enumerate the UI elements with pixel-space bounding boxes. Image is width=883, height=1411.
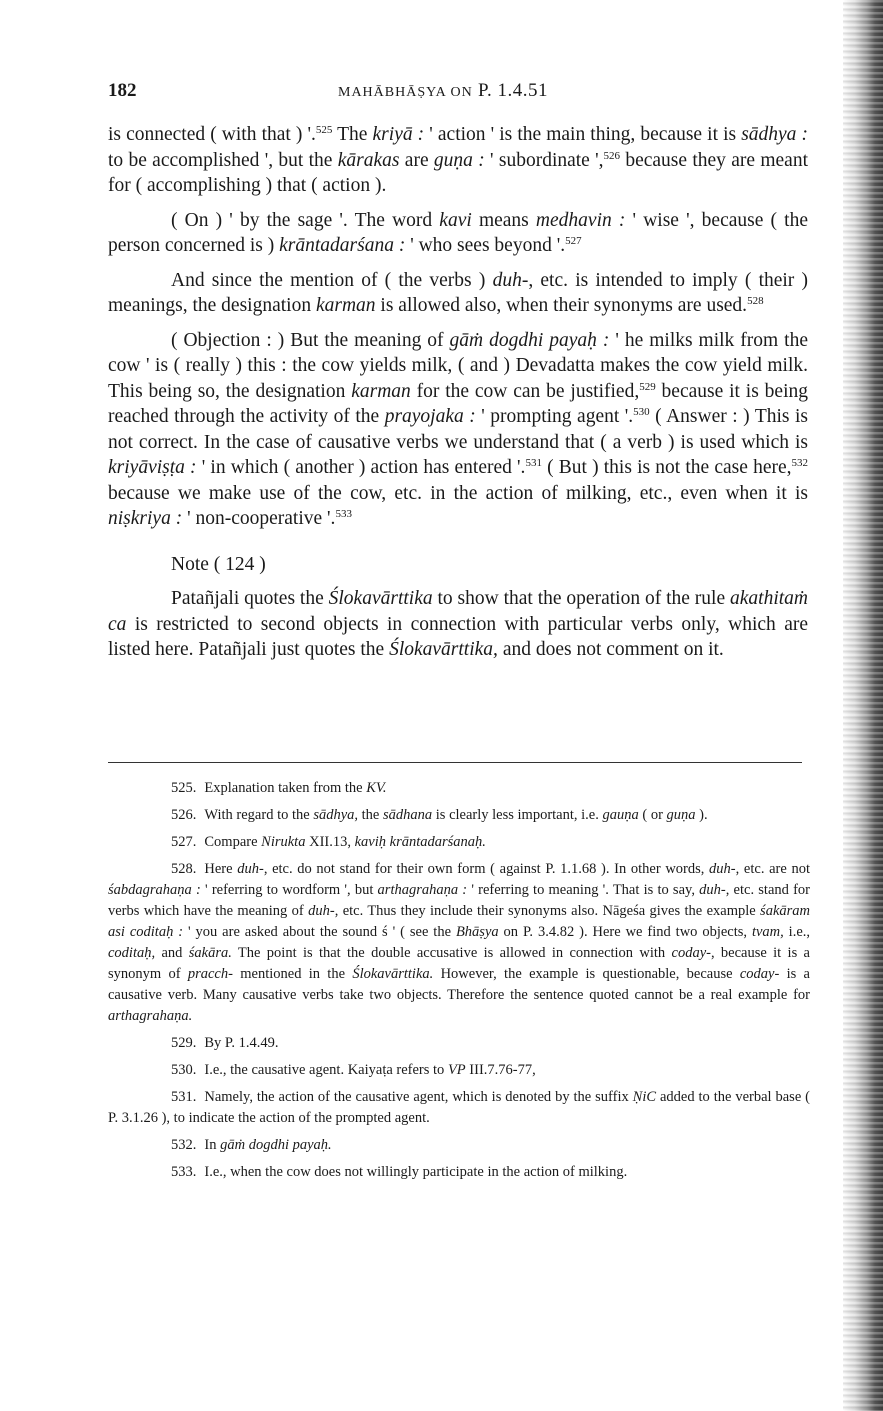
footnote-531: 531. Namely, the action of the causative agent, which is denoted by the suffix ṆiC added to the verbal base ( P. 3.1.26 ), to indicate the action of the prompted agent. (108, 1089, 811, 1126)
main-text (108, 122, 808, 672)
footnote-533: 533. I.e., when the cow does not willingly participate in the action of milking. (171, 1164, 628, 1180)
running-head: MAHĀBHĀṢYA ON P. 1.4.51 (338, 80, 548, 101)
paragraph-3: And since the mention of ( the verbs ) duh-, etc. is intended to imply ( their ) meanings, the designation karman is allowed also, when their synonyms are used.$^{528}$ (108, 269, 809, 316)
page-header (108, 80, 808, 110)
footnote-divider (108, 762, 802, 763)
footnotes (108, 778, 810, 1189)
paragraph-4: ( Objection : ) But the meaning of gāṁ dogdhi payaḥ : ' he milks milk from the cow ' is ( really ) this : the cow yields milk, ( and ) Devadatta makes the cow yield milk. This being so, the designation karman for the cow can be justified,$^{529}$ because it is being reached through the activity of the prayojaka : ' prompting agent '.$^{530}$ ( Answer : ) This is not correct. In the case of causative verbs we understand that ( a verb ) is used which is kriyāviṣṭa : ' in which ( another ) action has entered '.$^{531}$ ( But ) this is not the case here,$^{532}$ because we make use of the cow, etc. in the action of milking, etc., even when it is niṣkriya : ' non-cooperative '.$^{533}$ (108, 329, 809, 529)
footnote-532: 532. In gāṁ dogdhi payaḥ. (171, 1137, 332, 1153)
binding-edge (843, 0, 883, 1411)
note-heading: Note ( 124 ) (171, 553, 266, 575)
footnote-526: 526. With regard to the sādhya, the sādhana is clearly less important, i.e. gauṇa ( or guṇa ). (171, 807, 708, 823)
footnote-529: 529. By P. 1.4.49. (171, 1035, 279, 1051)
footnote-530: 530. I.e., the causative agent. Kaiyaṭa refers to VP III.7.76-77, (171, 1062, 536, 1078)
footnote-527: 527. Compare Nirukta XII.13, kaviḥ krāntadarśanaḥ. (171, 834, 486, 850)
footnote-525: 525. Explanation taken from the KV. (171, 780, 387, 796)
paragraph-1: is connected ( with that ) '.$^{525}$ The kriyā : ' action ' is the main thing, because it is sādhya : to be accomplished ', but the kārakas are guṇa : ' subordinate ',$^{526}$ because they are meant for ( accomplishing ) that ( action ). (108, 124, 809, 196)
footnote-528: 528. Here duh-, etc. do not stand for their own form ( against P. 1.1.68 ). In other words, duh-, etc. are not śabdagrahaṇa : ' referring to wordform ', but arthagrahaṇa : ' referring to meaning '. That is to say, duh-, etc. stand for verbs which have the meaning of duh-, etc. Thus they include their synonyms also. Nāgeśa gives the example śakāram asi coditaḥ : ' you are asked about the sound ś ' ( see the Bhāṣya on P. 3.4.82 ). Here we find two objects, tvam, i.e., coditaḥ, and śakāra. The point is that the double accusative is allowed in connection with coday-, because it is a synonym of pracch- mentioned in the Ślokavārttika. However, the example is questionable, because coday- is a causative verb. Many causative verbs take two objects. Therefore the sentence quoted cannot be a real example for arthagrahaṇa. (108, 861, 811, 1024)
paragraph-2: ( On ) ' by the sage '. The word kavi means medhavin : ' wise ', because ( the person concerned is ) krāntadarśana : ' who sees beyond '.$^{527}$ (108, 209, 808, 256)
page-number: 182 (108, 80, 137, 101)
note-paragraph: Patañjali quotes the Ślokavārttika to show that the operation of the rule akathitaṁ ca is restricted to second objects in connection with particular verbs only, which are listed here. Patañjali just quotes the Ślokavārttika, and does not comment on it. (108, 588, 808, 660)
